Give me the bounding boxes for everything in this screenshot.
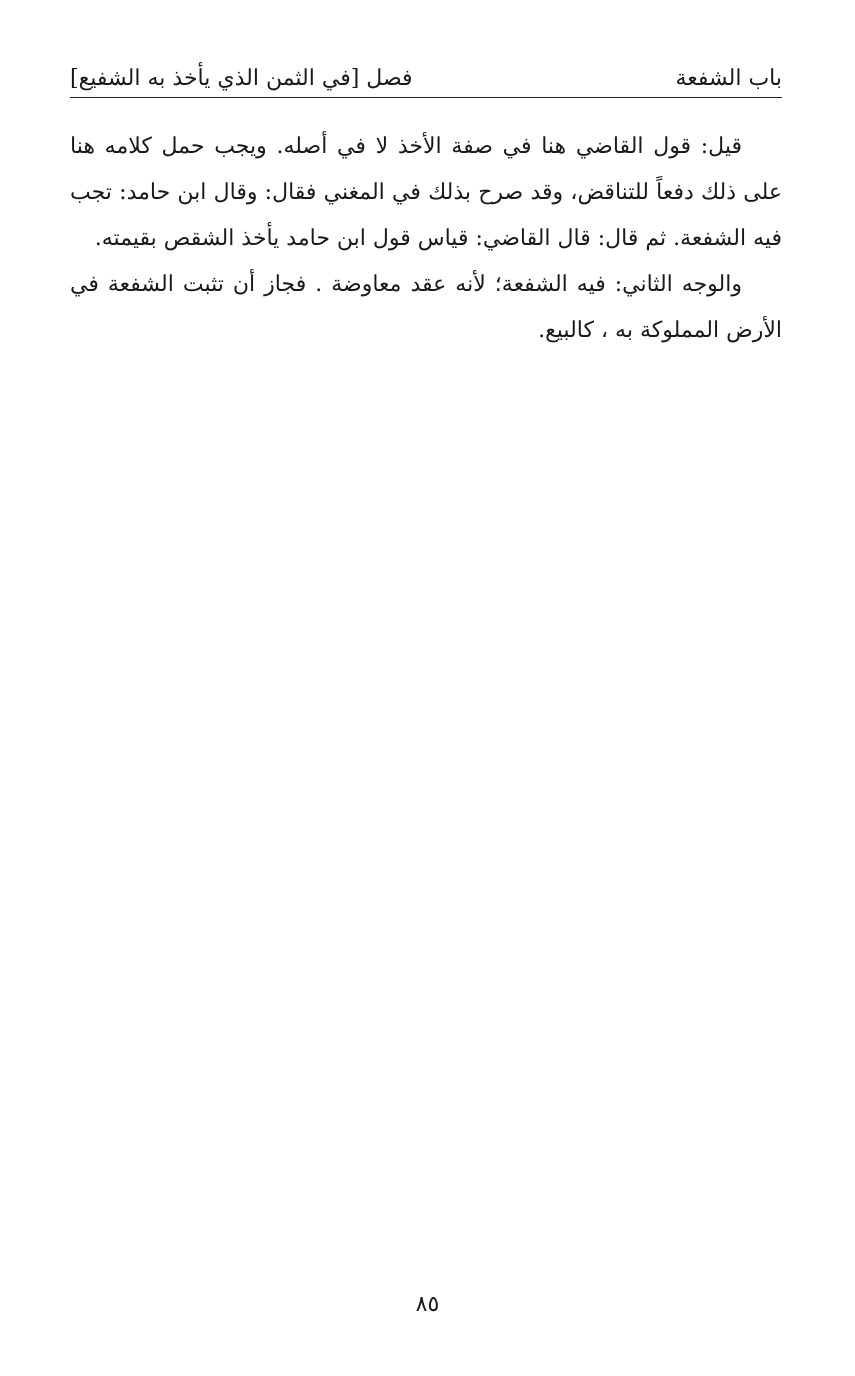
running-header [70, 50, 782, 94]
main-text [70, 124, 782, 354]
paragraph: قيل: قول القاضي هنا في صفة الأخذ لا في أصله. ويجب حمل كلامه هنا على ذلك دفعاً للتناقض، وقد صرح بذلك في المغني فقال: وقال ابن حامد: تجب فيه الشفعة. ثم قال: قال القاضي: قياس قول ابن حامد يأخذ الشقص بقيمته. [70, 134, 782, 251]
page-number: ٨٥ [415, 1292, 440, 1317]
paragraph: والوجه الثاني: فيه الشفعة؛ لأنه عقد معاوضة . فجاز أن تثبت الشفعة في الأرض المملوكة به ، كالبيع. [70, 272, 782, 343]
section-title: فصل [في الثمن الذي يأخذ به الشفيع] [70, 66, 413, 91]
header-rule [70, 97, 782, 98]
chapter-title: باب الشفعة [675, 66, 782, 91]
